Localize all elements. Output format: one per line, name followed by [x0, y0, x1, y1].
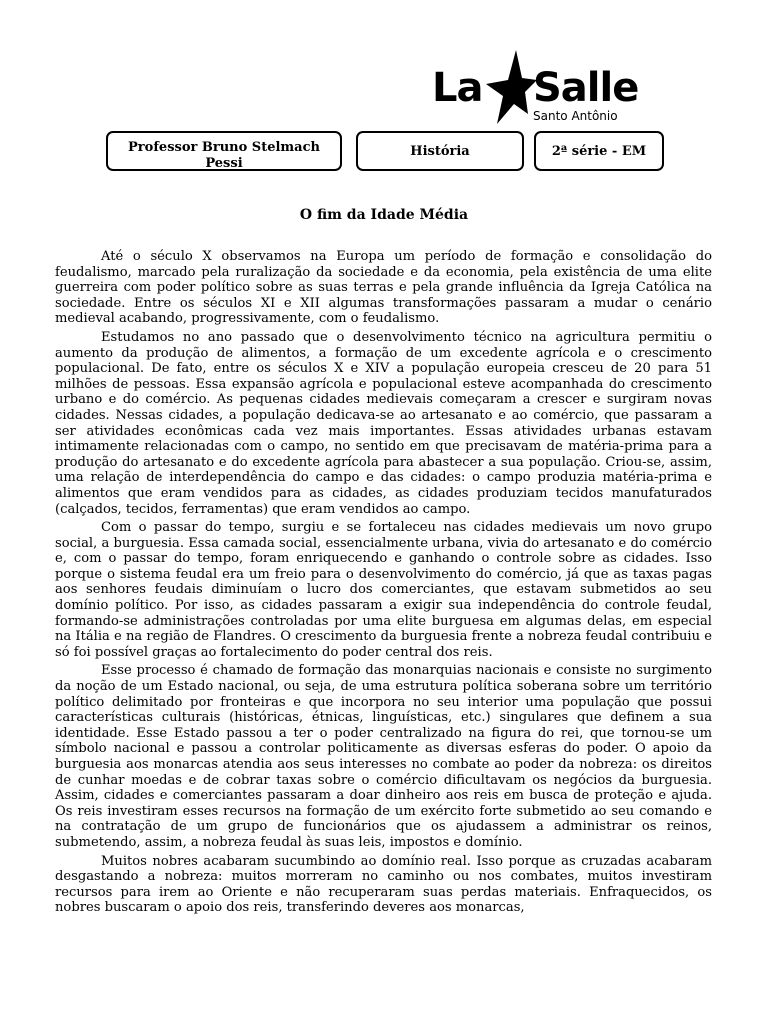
logo-subtitle: Santo Antônio — [533, 109, 618, 123]
paragraph: Estudamos no ano passado que o desenvolvimento técnico na agricultura permitiu o aumento da produção de alimentos, a formação de um excedente agrícola e o crescimento populacional. De fato, entre os séculos X e XIV a população europeia cresceu de 20 para 51 milhões de pessoas. Essa expansão agrícola e populacional esteve acompanhada do crescimento urbano e do comércio. As pequenas cidades medievais começaram a crescer e surgiram novas cidades. Nessas cidades, a população dedicava-se ao artesanato e ao comércio, que passaram a ser atividades econômicas cada vez mais importantes. Essas atividades urbanas estavam intimamente relacionadas com o campo, no sentido em que precisavam de matéria-prima para a produção do artesanato e do excedente agrícola para abastecer a sua população. Criou-se, assim, uma relação de interdependência do campo e das cidades: o campo produzia matéria-prima e alimentos que eram vendidos para as cidades, as cidades produziam tecidos manufaturados (calçados, tecidos, ferramentas) que eram vendidos ao campo. — [55, 329, 712, 517]
star-icon — [482, 48, 538, 128]
professor-box: Professor Bruno Stelmach Pessi — [106, 131, 342, 171]
paragraph: Com o passar do tempo, surgiu e se fortaleceu nas cidades medievais um novo grupo social, a burguesia. Essa camada social, essencialmente urbana, vivia do artesanato e do comércio e, com o passar do tempo, foram enriquecendo e ganhando o controle sobre as cidades. Isso porque o sistema feudal era um freio para o desenvolvimento do comércio, já que as taxas pagas aos senhores feudais diminuíam o lucro dos comerciantes, que estavam submetidos ao seu domínio político. Por isso, as cidades passaram a exigir sua independência do controle feudal, formando-se administrações controladas por uma elite burguesa em algumas delas, em especial na Itália e na região de Flandres. O crescimento da burguesia frente a nobreza feudal contribuiu e só foi possível graças ao fortalecimento do poder central dos reis. — [55, 520, 712, 660]
subject-box: História — [356, 131, 524, 171]
paragraph: Muitos nobres acabaram sucumbindo ao domínio real. Isso porque as cruzadas acabaram desgastando a nobreza: muitos morreram no caminho ou nos combates, muitos investiram recursos para irem ao Oriente e não recuperaram suas perdas materiais. Enfraquecidos, os nobres buscaram o apoio dos reis, transferindo deveres aos monarcas, — [55, 853, 712, 916]
grade-box: 2ª série - EM — [534, 131, 664, 171]
la-salle-logo — [432, 48, 639, 128]
article-body — [55, 249, 712, 919]
paragraph: Até o século X observamos na Europa um período de formação e consolidação do feudalismo, marcado pela ruralização da sociedade e da economia, pela existência de uma elite guerreira com poder político sobre as suas terras e pela grande influência da Igreja Católica na sociedade. Entre os séculos XI e XII algumas transformações passaram a mudar o cenário medieval acabando, progressivamente, com o feudalismo. — [55, 249, 712, 327]
paragraph: Esse processo é chamado de formação das monarquias nacionais e consiste no surgimento da noção de um Estado nacional, ou seja, de uma estrutura política soberana sobre um território político delimitado por fronteiras e que incorpora no seu interior uma população que possui características culturais (históricas, étnicas, linguísticas, etc.) singulares que definem a sua identidade. Esse Estado passou a ter o poder centralizado na figura do rei, que tornou-se um símbolo nacional e passou a controlar politicamente as diversas esferas do poder. O apoio da burguesia aos monarcas atendia aos seus interesses no combate ao poder da nobreza: os direitos de cunhar moedas e de cobrar taxas sobre o comércio dificultavam os negócios da burguesia. Assim, cidades e comerciantes passaram a doar dinheiro aos reis em busca de proteção e ajuda. Os reis investiram esses recursos na formação de um exército forte submetido ao seu comando e na contratação de um grupo de funcionários que os ajudassem a administrar os reinos, submetendo, assim, a nobreza feudal às suas leis, impostos e domínio. — [55, 663, 712, 850]
document-title: O fim da Idade Média — [299, 207, 469, 223]
logo-text-salle: Salle — [533, 65, 639, 111]
logo-text-la: La — [432, 65, 483, 111]
